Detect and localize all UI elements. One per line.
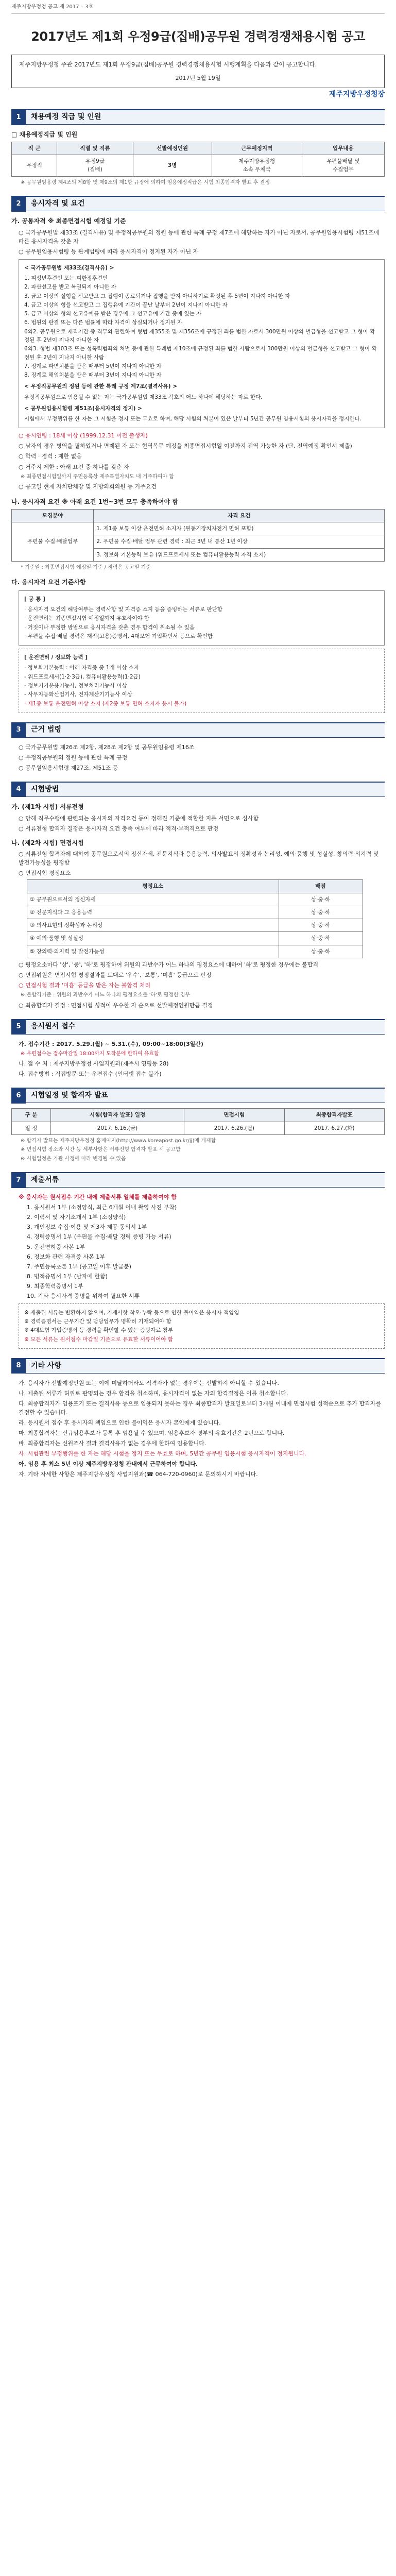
note: ※ 불합격기준 : 위원의 과반수가 어느 하나의 평정요소를 '하'로 평정한 경우 xyxy=(21,992,191,998)
section-4 xyxy=(11,782,385,1010)
table-cell: 2. 우편물 수집·배달 업무 관련 경력 : 최근 3년 내 통산 1년 이상 xyxy=(94,535,385,548)
table-cell: 상·중·하 xyxy=(279,919,363,932)
section-5-header xyxy=(11,1019,385,1035)
note: ※ 최종면접시험일까지 주민등록상 제주특별자치도 내 거주하여야 함 xyxy=(21,473,174,480)
section-title: 기타 사항 xyxy=(31,1361,61,1370)
box-line: · 우편물 수집·배달 경력은 재직(고용)증명서, 4대보험 가입확인서 등으로 확인함 xyxy=(24,633,213,639)
box-line: 6. 법원의 판결 또는 다른 법률에 따라 자격이 상실되거나 정지된 자 xyxy=(24,319,183,326)
intro-text: 제주지방우정청 주관 2017년도 제1회 우정9급(집배)공무원 경력경쟁채용시험 시행계획을 다음과 같이 공고합니다. xyxy=(19,60,317,68)
section-1-header xyxy=(11,109,385,125)
table-header: 면접시험 xyxy=(184,1109,284,1122)
subheading: 가. 공통자격 ※ 최종면접시험 예정일 기준 xyxy=(11,217,126,225)
table-cell: 우편물배달 및 수집업무 xyxy=(302,155,384,177)
box-line: · 제1종 보통 운전면허 이상 소지 (제2종 보통 면허 소지자 응시 불가) xyxy=(24,700,187,707)
table-cell: 2017. 6.16.(금) xyxy=(50,1122,184,1134)
table-cell: 2017. 6.27.(화) xyxy=(284,1122,384,1134)
paragraph: ○ 응시연령 : 18세 이상 (1999.12.31 이전 출생자) xyxy=(19,432,148,439)
section-6 xyxy=(11,1088,385,1163)
section-5 xyxy=(11,1019,385,1079)
table-cell: 제주지방우정청 소속 우체국 xyxy=(212,155,302,177)
section-number: 3 xyxy=(11,722,26,738)
section-title: 근거 법령 xyxy=(31,725,61,734)
section-8-header xyxy=(11,1358,385,1374)
agency-name: 제주지방우정청장 xyxy=(329,90,385,98)
schedule-table xyxy=(11,1108,385,1135)
note: ※ 공무원임용령 제4조의 제8항 및 제9조의 제1항 규정에 의하여 임용예정직급은 시험 최종합격자 발표 후 결정 xyxy=(21,179,270,185)
announce-date: 2017년 5월 19일 xyxy=(175,74,221,81)
box-line: 1. 피성년후견인 또는 피한정후견인 xyxy=(24,275,108,282)
box-line: · 운전면허는 최종면접시험 예정일까지 유효하여야 함 xyxy=(24,615,150,622)
criteria-box-common xyxy=(19,590,385,646)
paragraph: 라. 응시원서 접수 후 응시자의 책임으로 인한 불이익은 응시자 본인에게 있습니다. xyxy=(19,1419,221,1427)
paragraph: ○ 공고일 현재 자치단체장 및 지방의회의원 등 거주요건 xyxy=(19,483,157,490)
paragraph: ○ 거주지 제한 : 아래 요건 중 하나를 갖춘 자 xyxy=(19,463,129,470)
box-line: 우정직공무원으로 임용될 수 없는 자는 국가공무원법 제33조 각호의 어느 하나에 해당하는 자로 한다. xyxy=(24,394,263,400)
list-item: 6. 정보화 관련 자격증 사본 1부 xyxy=(27,1253,105,1260)
paragraph: ○ 평정요소마다 '상', '중', '하'로 평정하여 위원의 과반수가 어느 하나의 평정요소에 대하여 '하'로 평정한 경우에는 불합격 xyxy=(19,961,319,968)
paragraph: ○ 서류전형 합격자에 대하여 공무원으로서의 정신자세, 전문지식과 응용능력, 의사발표의 정확성과 논리성, 예의·품행 및 성실성, 창의력·의지력 및 발전가능성을 평정함 xyxy=(19,851,379,867)
section-2-header xyxy=(11,196,385,211)
table-cell: 상·중·하 xyxy=(279,932,363,945)
section-4-header xyxy=(11,782,385,797)
section-1 xyxy=(11,109,385,187)
list-item: 10. 기타 응시자격 증명을 위하여 필요한 서류 xyxy=(27,1292,140,1299)
paragraph: 다. 최종합격자가 임용포기 또는 결격사유 등으로 임용되지 못하는 경우 최종합격자 발표일로부터 3개월 이내에 면접시험 성적순으로 추가 합격자를 결정할 수 있습니다. xyxy=(19,1400,381,1416)
subheading: 가. (제1차 시험) 서류전형 xyxy=(11,803,84,810)
note: ※ 시험일정은 기관 사정에 따라 변경될 수 있음 xyxy=(21,1156,126,1162)
paragraph: ※ 응시자는 원서접수 기간 내에 제출서류 일체를 제출하여야 함 xyxy=(19,1194,177,1201)
paragraph: ○ 서류전형 합격자 결정은 응시자격 요건 충족 여부에 따라 적격·부적격으로 판정 xyxy=(19,825,219,832)
section-2 xyxy=(11,196,385,713)
table-row xyxy=(27,932,363,945)
paragraph: ○ 최종합격자 결정 : 면접시험 성적이 우수한 자 순으로 선발예정인원만큼 결정 xyxy=(19,1002,213,1009)
box-line: · 정보화기본능력 : 아래 자격증 중 1개 이상 소지 xyxy=(24,665,139,671)
table-cell: ④ 예의·품행 및 성실성 xyxy=(27,932,279,945)
table-header: 최종합격자발표 xyxy=(284,1109,384,1122)
table-header: 직 군 xyxy=(12,142,57,155)
table-cell: 상·중·하 xyxy=(279,893,363,906)
subheading: 다. 응시자격 요건 기준사항 xyxy=(11,579,86,586)
box-line: 6의2. 공무원으로 재직기간 중 직무와 관련하여 형법 제355조 및 제356조에 규정된 죄를 범한 자로서 300만원 이상의 벌금형을 선고받고 그 형이 확정된 후 2년이 지나지 아니한 자 xyxy=(24,328,375,343)
list-item: 2. 이력서 및 자기소개서 1부 (소정양식) xyxy=(27,1214,126,1221)
box-title: < 우정직공무원의 정원 등에 관한 특례 규정 제7조(결격사유) > xyxy=(24,383,178,390)
paragraph: ○ 당해 직무수행에 관련되는 응시자의 자격요건 등이 정해진 기준에 적합한 지를 서면으로 심사함 xyxy=(19,815,259,822)
table-cell: 일 정 xyxy=(12,1122,51,1134)
table-cell: ③ 의사표현의 정확성과 논리성 xyxy=(27,919,279,932)
section-title: 시험방법 xyxy=(31,785,59,793)
note: * 기준일 : 최종면접시험 예정일 기준 / 경력은 공고일 기준 xyxy=(21,564,151,570)
section-3-header xyxy=(11,722,385,738)
requirements-table xyxy=(11,509,385,562)
section-7-header xyxy=(11,1172,385,1188)
table-header: 구 분 xyxy=(12,1109,51,1122)
box-line: 시험에서 부정행위를 한 자는 그 시험을 정지 또는 무효로 하며, 해당 시험의 처분이 있은 날부터 5년간 공무원 임용시험의 응시자격을 정지한다. xyxy=(24,416,361,422)
list-item: 8. 병적증명서 1부 (남자에 한함) xyxy=(27,1273,108,1280)
paragraph: ○ 공무원임용시험령 등 관계법령에 따라 응시자격이 정지된 자가 아닌 자 xyxy=(19,248,199,255)
table-cell: 1. 제1종 보통 이상 운전면허 소지자 (원동기장치자전거 면허 포함) xyxy=(94,522,385,535)
section-7 xyxy=(11,1172,385,1349)
intro-box xyxy=(11,55,385,88)
section-title: 제출서류 xyxy=(31,1175,59,1184)
box-line: - 사무자동화산업기사, 전자계산기기능사 이상 xyxy=(24,691,132,698)
table-cell: 2017. 6.26.(월) xyxy=(184,1122,284,1134)
table-header: 자격 요건 xyxy=(94,509,385,522)
section-title: 시험일정 및 합격자 발표 xyxy=(31,1091,108,1099)
paragraph: 아. 임용 후 최소 5년 이상 제주지방우정청 관내에서 근무하여야 합니다. xyxy=(19,1461,198,1468)
table-row xyxy=(12,522,385,535)
box-title: < 국가공무원법 제33조(결격사유) > xyxy=(24,264,114,271)
box-line: 5. 금고 이상의 형의 선고유예를 받은 경우에 그 선고유예 기간 중에 있는 자 xyxy=(24,311,202,317)
table-header: 평정요소 xyxy=(27,880,279,893)
box-line: 6의3. 형법 제303조 또는 성폭력범죄의 처벌 등에 관한 특례법 제10조에 규정된 죄를 범한 사람으로서 300만원 이상의 벌금형을 선고받고 그 형이 확정된 후 2년이 지나지 아니한 사람 xyxy=(24,346,377,361)
note: ※ 우편접수는 접수마감일 18:00까지 도착분에 한하여 유효함 xyxy=(21,1050,159,1057)
paragraph: ○ 국가공무원법 제33조 (결격사유) 및 우정직공무원의 정원 등에 관한 특례 규정 제7조에 해당하는 자가 아닌 자로서, 공무원임용시험령 제51조에 따른 응시자격을 갖춘 자 xyxy=(19,229,380,245)
table-cell: ⑤ 창의력·의지력 및 발전가능성 xyxy=(27,945,279,958)
paragraph: 가. 접수기간 : 2017. 5.29.(월) ~ 5.31.(수), 09:00~18:00(3일간) xyxy=(19,1040,203,1047)
list-item: 4. 경력증명서 1부 (우편물 수집·배달 경력 증빙 가능 서류) xyxy=(27,1233,171,1241)
box-line: ※ 모든 서류는 원서접수 마감일 기준으로 유효한 서류이어야 함 xyxy=(24,1336,174,1343)
list-item: 5. 운전면허증 사본 1부 xyxy=(27,1243,85,1250)
table-cell: 우정9급 (집배) xyxy=(57,155,133,177)
table-cell: ② 전문지식과 그 응용능력 xyxy=(27,906,279,919)
paragraph: 나. 접 수 처 : 제주지방우정청 사업지원과(제주시 영평동 28) xyxy=(19,1060,169,1067)
table-cell: ① 공무원으로서의 정신자세 xyxy=(27,893,279,906)
section-title: 응시원서 접수 xyxy=(31,1022,76,1031)
list-item: 3. 개인정보 수집·이용 및 제3자 제공 동의서 1부 xyxy=(27,1224,147,1231)
paragraph: ○ 남자의 경우 병역을 필하였거나 면제된 자 또는 현역복무 예정을 최종면접시험일 이전까지 전역 가능한 자 (단, 전역예정 확인서 제출) xyxy=(19,443,352,450)
section-number: 7 xyxy=(11,1173,26,1188)
box-line: · 응시자격 요건의 해당여부는 경력사항 및 자격증 소지 등을 증빙하는 서류로 판단함 xyxy=(24,606,222,613)
list-item: 1. 응시원서 1부 (소정양식, 최근 6개월 이내 촬영 사진 부착) xyxy=(27,1204,177,1211)
paragraph: ○ 학력 · 경력 : 제한 없음 xyxy=(19,453,82,460)
box-title: [ 공 통 ] xyxy=(24,596,45,602)
box-line: 4. 금고 이상의 형을 선고받고 그 집행유예 기간이 끝난 날부터 2년이 지나지 아니한 자 xyxy=(24,301,228,308)
table-cell: 상·중·하 xyxy=(279,906,363,919)
box-line: 2. 파산선고를 받고 복권되지 아니한 자 xyxy=(24,284,116,291)
paragraph: ○ 우정직공무원의 정원 등에 관한 특례 규정 xyxy=(19,754,128,761)
box-title: < 공무원임용시험령 제51조(응시자격의 정지) > xyxy=(24,405,142,412)
table-header: 근무예정지역 xyxy=(212,142,302,155)
paragraph: ○ 면접위원은 면접시험 평정결과를 토대로 '우수', '보통', '미흡' 등급으로 판정 xyxy=(19,971,212,978)
table-header: 업무내용 xyxy=(302,142,384,155)
box-line: ※ 4대보험 가입증명서 등 경력을 확인할 수 있는 증빙자료 첨부 xyxy=(24,1327,173,1334)
table-cell: 우편물 수집·배달업무 xyxy=(12,522,94,561)
table-header: 직렬 및 직류 xyxy=(57,142,133,155)
paragraph: ○ 면접시험 결과 '미흡' 등급을 받은 자는 불합격 처리 xyxy=(19,982,151,989)
box-line: ※ 경력증명서는 근무기간 및 담당업무가 명확히 기재되어야 함 xyxy=(24,1318,171,1325)
note: ※ 면접시험 장소와 시간 등 세부사항은 서류전형 합격자 발표 시 공고함 xyxy=(21,1147,181,1153)
box-line: 3. 금고 이상의 실형을 선고받고 그 집행이 종료되거나 집행을 받지 아니하기로 확정된 후 5년이 지나지 아니한 자 xyxy=(24,293,290,299)
section-8 xyxy=(11,1358,385,1479)
subheading: 나. 응시자격 요건 ※ 아래 요건 1번~3번 모두 충족하여야 함 xyxy=(11,498,179,506)
table-header: 선발예정인원 xyxy=(133,142,212,155)
table-cell: 상·중·하 xyxy=(279,945,363,958)
paragraph: 다. 접수방법 : 직접방문 또는 우편접수 (인터넷 접수 불가) xyxy=(19,1071,162,1078)
section-3 xyxy=(11,722,385,772)
section-6-header xyxy=(11,1088,385,1103)
section-number: 6 xyxy=(11,1088,26,1104)
table-row xyxy=(27,919,363,932)
table-row xyxy=(27,945,363,958)
submission-notes xyxy=(19,1303,385,1349)
positions-table xyxy=(11,142,385,177)
paragraph: 나. 제출된 서류가 허위로 판명되는 경우 합격을 취소하며, 응시자격이 없는 자의 합격결정은 이를 취소합니다. xyxy=(19,1389,288,1397)
box-line: - 워드프로세서(1·2·3급), 컴퓨터활용능력(1·2급) xyxy=(24,673,141,680)
criteria-box-license xyxy=(19,649,385,713)
box-line: - 정보기기운용기능사, 정보처리기능사 이상 xyxy=(24,682,127,689)
section-number: 5 xyxy=(11,1019,26,1035)
box-line: · 거짓이나 부정한 방법으로 응시자격을 갖춘 경우 합격이 취소될 수 있음 xyxy=(24,624,195,631)
table-cell: 3. 정보화 기본능력 보유 (워드프로세서 또는 컴퓨터활용능력 자격 소지) xyxy=(94,548,385,561)
table-cell: 3명 xyxy=(133,155,212,177)
box-line: 8. 징계로 해임처분을 받은 때부터 3년이 지나지 아니한 자 xyxy=(24,372,162,379)
table-header: 시험(합격자 발표) 일정 xyxy=(50,1109,184,1122)
page-title: 2017년도 제1회 우정9급(집배)공무원 경력경쟁채용시험 공고 xyxy=(31,29,365,44)
subheading: □ 채용예정직급 및 인원 xyxy=(11,131,78,139)
box-line: ※ 제출된 서류는 반환하지 않으며, 기재사항 착오·누락 등으로 인한 불이익은 응시자 책임임 xyxy=(24,1309,239,1316)
table-header: 모집분야 xyxy=(12,509,94,522)
table-row xyxy=(27,893,363,906)
subheading: 나. (제2차 시험) 면접시험 xyxy=(11,839,84,846)
list-item: 7. 주민등록초본 1부 (공고일 이후 발급분) xyxy=(27,1263,131,1270)
paragraph: ○ 국가공무원법 제26조 제2항, 제28조 제2항 및 공무원임용령 제16조 xyxy=(19,743,195,751)
paragraph: 바. 최종합격자는 신원조사 결과 결격사유가 없는 경우에 한하여 임용합니다. xyxy=(19,1440,206,1447)
table-row xyxy=(27,906,363,919)
box-line: 7. 징계로 파면처분을 받은 때부터 5년이 지나지 아니한 자 xyxy=(24,363,162,369)
paragraph: ○ 공무원임용시험령 제27조, 제51조 등 xyxy=(19,764,118,771)
section-number: 1 xyxy=(11,110,26,125)
paragraph: 사. 시험관련 부정행위를 한 자는 해당 시험을 정지 또는 무효로 하며, 5년간 공무원 임용시험 응시자격이 정지됩니다. xyxy=(19,1450,306,1458)
paragraph: ○ 면접시험 평정요소 xyxy=(19,870,71,877)
table-header: 배점 xyxy=(279,880,363,893)
box-title: [ 운전면허 / 정보화 능력 ] xyxy=(24,654,88,661)
law-box-1 xyxy=(19,259,385,429)
section-number: 2 xyxy=(11,196,26,212)
table-cell: 우정직 xyxy=(12,155,57,177)
section-number: 4 xyxy=(11,782,26,797)
section-title: 응시자격 및 요건 xyxy=(31,199,85,208)
section-title: 채용예정 직급 및 인원 xyxy=(31,112,101,121)
paragraph: 가. 응시자가 선발예정인원 또는 이에 미달하더라도 적격자가 없는 경우에는 선발하지 아니할 수 있습니다. xyxy=(19,1379,279,1386)
list-item: 9. 최종학력증명서 1부 xyxy=(27,1282,83,1290)
paragraph: 마. 최종합격자는 신규임용후보자 등록 후 임용될 수 있으며, 임용후보자 명부의 유효기간은 2년으로 합니다. xyxy=(19,1430,285,1437)
notice-number: 제주지방우정청 공고 제 2017 – 3호 xyxy=(11,0,385,14)
table-row xyxy=(12,1122,385,1134)
section-number: 8 xyxy=(11,1358,26,1374)
paragraph: 자. 기타 자세한 사항은 제주지방우정청 사업지원과(☎ 064-720-0960)로 문의하시기 바랍니다. xyxy=(19,1471,258,1478)
table-row xyxy=(12,155,385,177)
note: ※ 합격자 발표는 제주지방우정청 홈페이지(http://www.koreapost.go.kr/jj)에 게재함 xyxy=(21,1138,216,1144)
interview-table xyxy=(27,879,363,958)
